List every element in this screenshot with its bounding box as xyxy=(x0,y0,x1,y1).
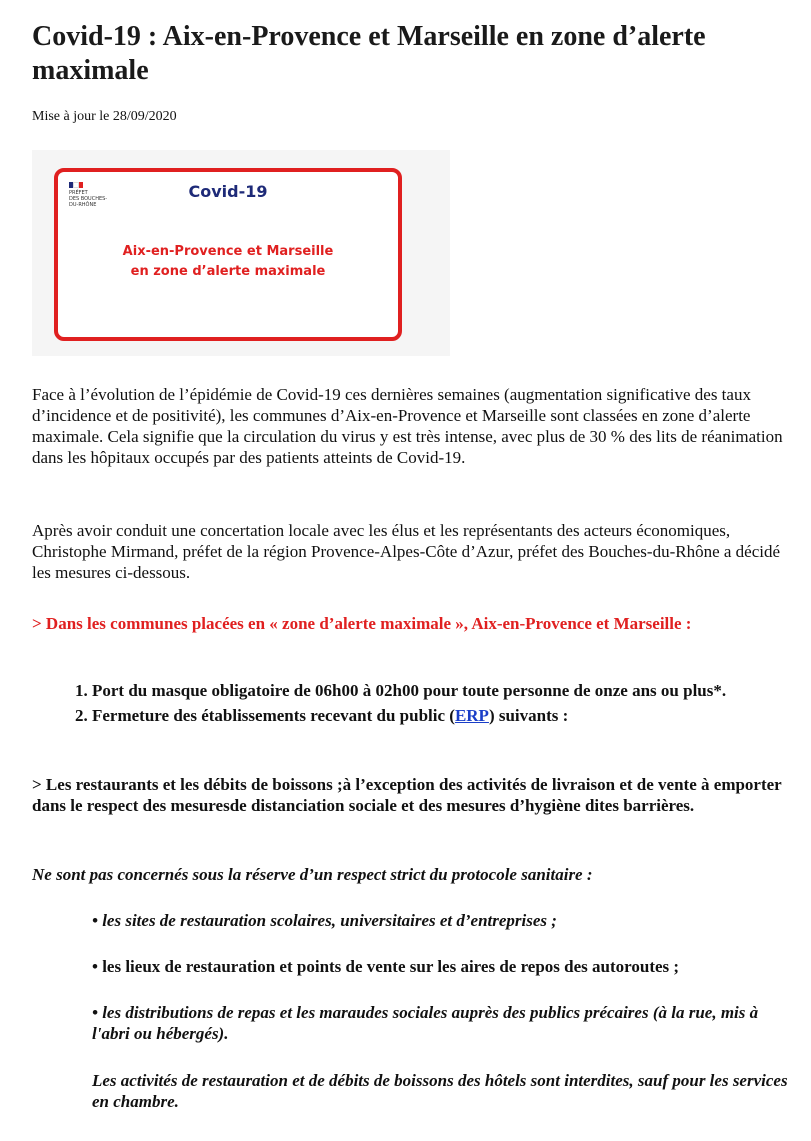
hotels-paragraph: Les activités de restauration et de débits de boissons des hôtels sont interdites, sauf pour les services en chambre. xyxy=(92,1071,788,1111)
banner-card xyxy=(54,168,402,341)
list-item xyxy=(92,705,792,726)
erp-link[interactable]: ERP xyxy=(454,706,489,725)
exemption-item: • les lieux de restauration et points de vente sur les aires de repos des autoroutes ; xyxy=(92,957,680,976)
zone-heading: > Dans les communes placées en « zone d’alerte maximale », Aix-en-Provence et Marseille : xyxy=(32,614,692,633)
list-item: 1. Port du masque obligatoire de 06h00 à 02h00 pour toute personne de onze ans ou plus*. xyxy=(92,680,792,701)
restaurants-paragraph: > Les restaurants et les débits de boissons ;à l’exception des activités de livraison et de vente à emporter dans le respect des mesuresde distanciation sociale et des mesures d’hygiène dites barrières. xyxy=(32,775,782,815)
banner-subtitle xyxy=(58,242,398,282)
measures-list xyxy=(32,680,792,730)
logo-line: PRÉFET xyxy=(69,190,88,196)
update-date: Mise à jour le 28/09/2020 xyxy=(32,109,177,124)
list-item-text: ) suivants : xyxy=(488,706,569,725)
banner-title: Covid-19 xyxy=(188,182,268,201)
exemption-item: • les sites de restauration scolaires, universitaires et d’entreprises ; xyxy=(92,911,557,930)
banner-image xyxy=(32,150,450,356)
logo-line: DU-RHÔNE xyxy=(69,202,97,208)
banner-subtitle-line: Aix-en-Provence et Marseille xyxy=(122,244,334,259)
logo-line: DES BOUCHES- xyxy=(69,196,108,202)
intro-paragraph: Face à l’évolution de l’épidémie de Covid-19 ces dernières semaines (augmentation significative des taux d’incidence et de positivité), les communes d’Aix-en-Provence et Marseille sont classées en zone d’alerte maximale. Cela signifie que la circulation du virus y est très intense, avec plus de 30 % des lits de réanimation dans les hôpitaux occupés par des patients atteints de Covid-19. xyxy=(32,385,783,467)
exemption-item: • les distributions de repas et les maraudes sociales auprès des publics précaires (à la rue, mis à l'abri ou hébergés). xyxy=(92,1003,759,1043)
exemptions-heading: Ne sont pas concernés sous la réserve d’un respect strict du protocole sanitaire : xyxy=(32,865,593,884)
list-item-text: Fermeture des établissements recevant du public ( xyxy=(92,706,455,725)
banner-subtitle-line: en zone d’alerte maximale xyxy=(130,264,326,279)
measures-paragraph: Après avoir conduit une concertation locale avec les élus et les représentants des acteurs économiques, Christophe Mirmand, préfet de la région Provence-Alpes-Côte d’Azur, préfet des Bouches-du-Rhône a décidé les mesures ci-dessous. xyxy=(32,521,781,582)
page-title: Covid-19 : Aix-en-Provence et Marseille en zone d’alerte maximale xyxy=(32,21,706,86)
